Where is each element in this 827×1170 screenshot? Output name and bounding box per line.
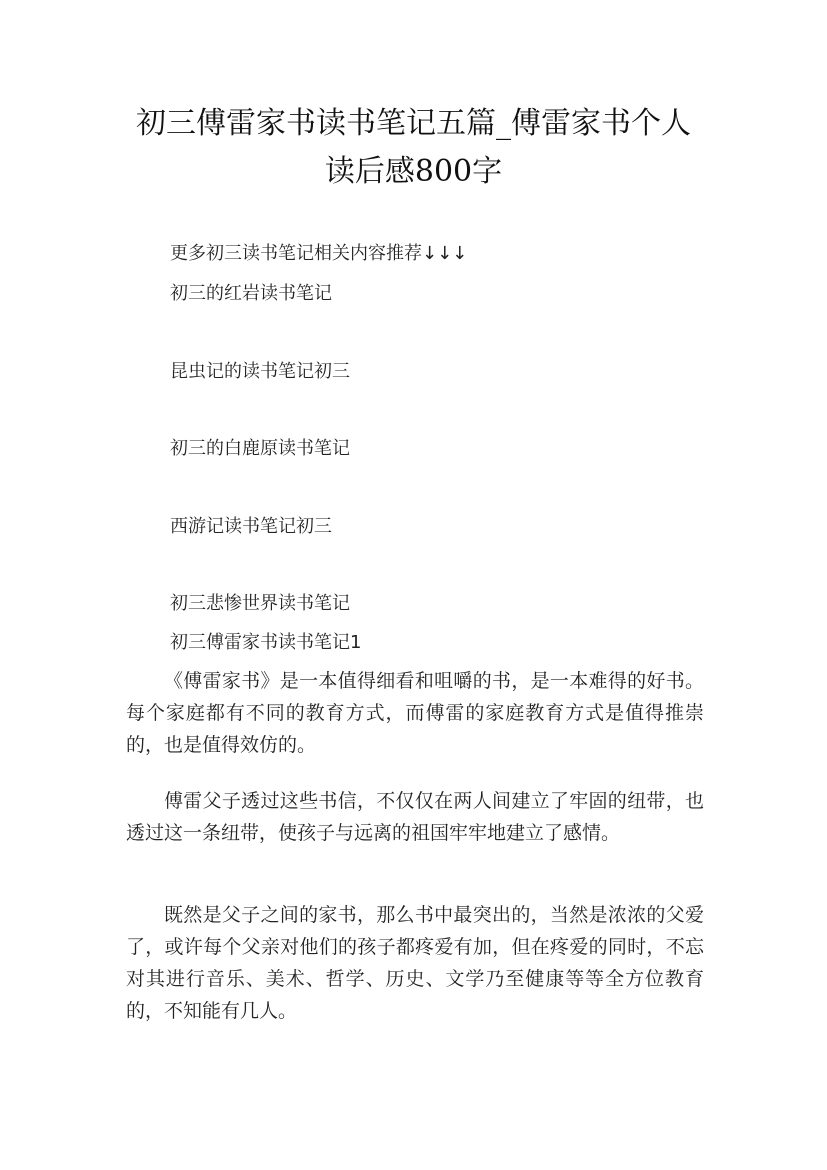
recommend-link-kunchongji[interactable]: 昆虫记的读书笔记初三 (170, 361, 350, 382)
recommend-header: 更多初三读书笔记相关内容推荐↓↓↓ (170, 243, 468, 264)
title-line-1: 初三傅雷家书读书笔记五篇_傅雷家书个人 (136, 106, 691, 141)
recommend-link-hongyan[interactable]: 初三的红岩读书笔记 (170, 283, 332, 304)
recommend-link-beicanshijie[interactable]: 初三悲惨世界读书笔记 (170, 593, 350, 614)
recommend-link-xiyouji[interactable]: 西游记读书笔记初三 (170, 516, 332, 537)
paragraph-2: 傅雷父子透过这些书信，不仅仅在两人间建立了牢固的纽带，也透过这一条纽带，使孩子与远离的祖国牢牢地建立了感情。 (126, 790, 704, 844)
paragraph-1: 《傅雷家书》是一本值得细看和咀嚼的书，是一本难得的好书。每个家庭都有不同的教育方式，而傅雷的家庭教育方式是值得推崇的，也是值得效仿的。 (126, 670, 704, 756)
document-title (100, 100, 727, 196)
recommend-link-bailuyuan[interactable]: 初三的白鹿原读书笔记 (170, 438, 350, 459)
section-heading: 初三傅雷家书读书笔记1 (170, 632, 362, 653)
title-line-2: 读后感800字 (324, 154, 503, 189)
paragraph-3: 既然是父子之间的家书，那么书中最突出的，当然是浓浓的父爱了，或许每个父亲对他们的孩子都疼爱有加，但在疼爱的同时，不忘对其进行音乐、美术、哲学、历史、文学乃至健康等等全方位教育的，不知能有几人。 (126, 904, 704, 1022)
